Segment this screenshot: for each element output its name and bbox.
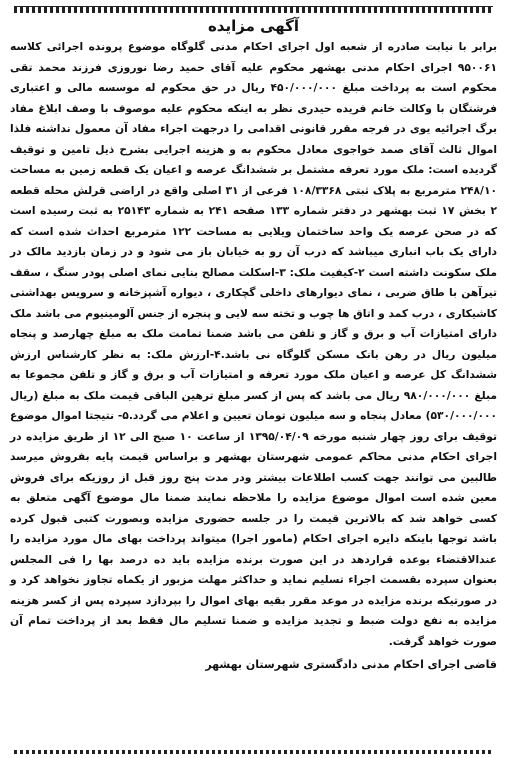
- notice-title: آگهی مزایده: [207, 17, 300, 35]
- notice-signature: قاضی اجرای احکام مدنی دادگستری شهرستان بهشهر: [205, 658, 497, 671]
- top-dotted-border: [14, 6, 493, 13]
- bottom-dotted-border: [14, 750, 493, 754]
- notice-body: برابر با نیابت صادره از شعبه اول اجرای احکام مدنی گلوگاه موضوع پرونده اجرائی کلاسه ۹۵۰۰۶۱ اجرای احکام مدنی بهشهر محکوم علیه آقای حمید رضا نوروزی فرزند محمد تقی محکوم است به پرداخت مبلغ ۴۵۰/۰۰۰/۰۰۰ ریال در حق محکوم له موسسه مالی و اعتباری فرشتگان با وکالت خانم فریده حیدری نظر به اینکه محکوم علیه موصوف با وصف ابلاغ مفاد برگ اجرائیه یوی در فرجه مقرر قانونی اقدامی را درجهت اجراء مفاد آن معمول نداشته فلذا اموال ثالث آقای صمد خواجوی معادل محکوم به و هزینه اجرایی بشرح ذیل تامین و توقیف گردیده است: ملک مورد تعرفه مشتمل بر ششدانگ عرصه و اعیان یک قطعه زمین به مساحت ۲۴۸/۱۰ مترمربع به پلاک ثبتی ۱۰۸/۳۳۶۸ فرعی از ۳۱ اصلی واقع در اراضی قرلش محله قطعه ۲ بخش ۱۷ ثبت بهشهر در دفتر شماره ۱۳۳ صفحه ۲۴۱ به شماره ۲۵۱۴۳ به ثبت رسیده است که در صحن عرصه یک واحد ساختمان ویلایی به مساحت ۱۲۲ مترمربع احداث شده است که دارای یک باب انباری میباشد که درب آن رو به خیابان باز می شود و در زمان بازدید مالک در ملک سکونت داشته است ۲-کیفیت ملک: ۳-اسکلت مصالح بنایی نمای اصلی پودر سنگ ، سقف تیرآهن با طاق ضربی ، نمای دیوارهای داخلی گچکاری ، دیواره آشپزخانه و سرویس بهداشتی کاشیکاری ، درب کمد و اتاق ها چوب و تخته سه لایی و پنجره از جنس آلومینیوم می باشد ملک دارای امتیازات آب و برق و گاز و تلفن می باشد ضمنا تمامت ملک به مبلغ چهارصد و پنجاه میلیون ریال در رهن بانک مسکن گلوگاه نی باشد.۴-ارزش ملک: به نظر کارشناس ارزش ششدانگ کل عرصه و اعیان ملک مورد تعرفه و امتیازات آب و برق و گاز و تلفن مجموعا به مبلغ ۹۸۰/۰۰۰/۰۰۰ ریال می باشد که پس از کسر مبلغ ترهین الباقی قیمت ملک به مبلغ (ریال ۵۳۰/۰۰۰/۰۰۰) معادل پنجاه و سه میلیون تومان تعیین و اعلام می گردد.۵- نتیجتا اموال موضوع توقیف برای روز چهار شنبه مورخه ۱۳۹۵/۰۴/۰۹ از ساعت ۱۰ صبح الی ۱۲ از طریق مزایده در اجرای احکام مدنی محاکم عمومی شهرستان بهشهر و براساس قیمت پایه بفروش میرسد طالبین می توانند جهت کسب اطلاعات بیشتر ودر مدت پنج روز قبل از روزیکه برای فروش معین شده است اموال موضوع مزایده را ملاحظه نمایند ضمنا مال موضوع آگهی متعلق به کسی خواهد شد که بالاترین قیمت را در جلسه حضوری مزایده وبصورت کتبی قبول کرده باشد توجها باینکه دایره اجرای احکام (مامور اجرا) میتواند پرداخت بهای مال مورد مزایده را عندالاقتضاء بوعده قراردهد در این صورت برنده مزایده باید ده درصد بها را فی المجلس بعنوان سپرده بقسمت اجراء تسلیم نماید و حداکثر مهلت مزبور از یکماه تجاوز نخواهد کرد و در صورتیکه برنده مزایده در موعد مقرر بقیه بهای اموال را بپردازد سپرده پس از کسر هزینه مزایده به نفع دولت ضبط و تجدید مزایده و ضمنا تسلیم مال فقط بعد از پرداخت تمام آن صورت خواهد گرفت.: [10, 40, 498, 648]
